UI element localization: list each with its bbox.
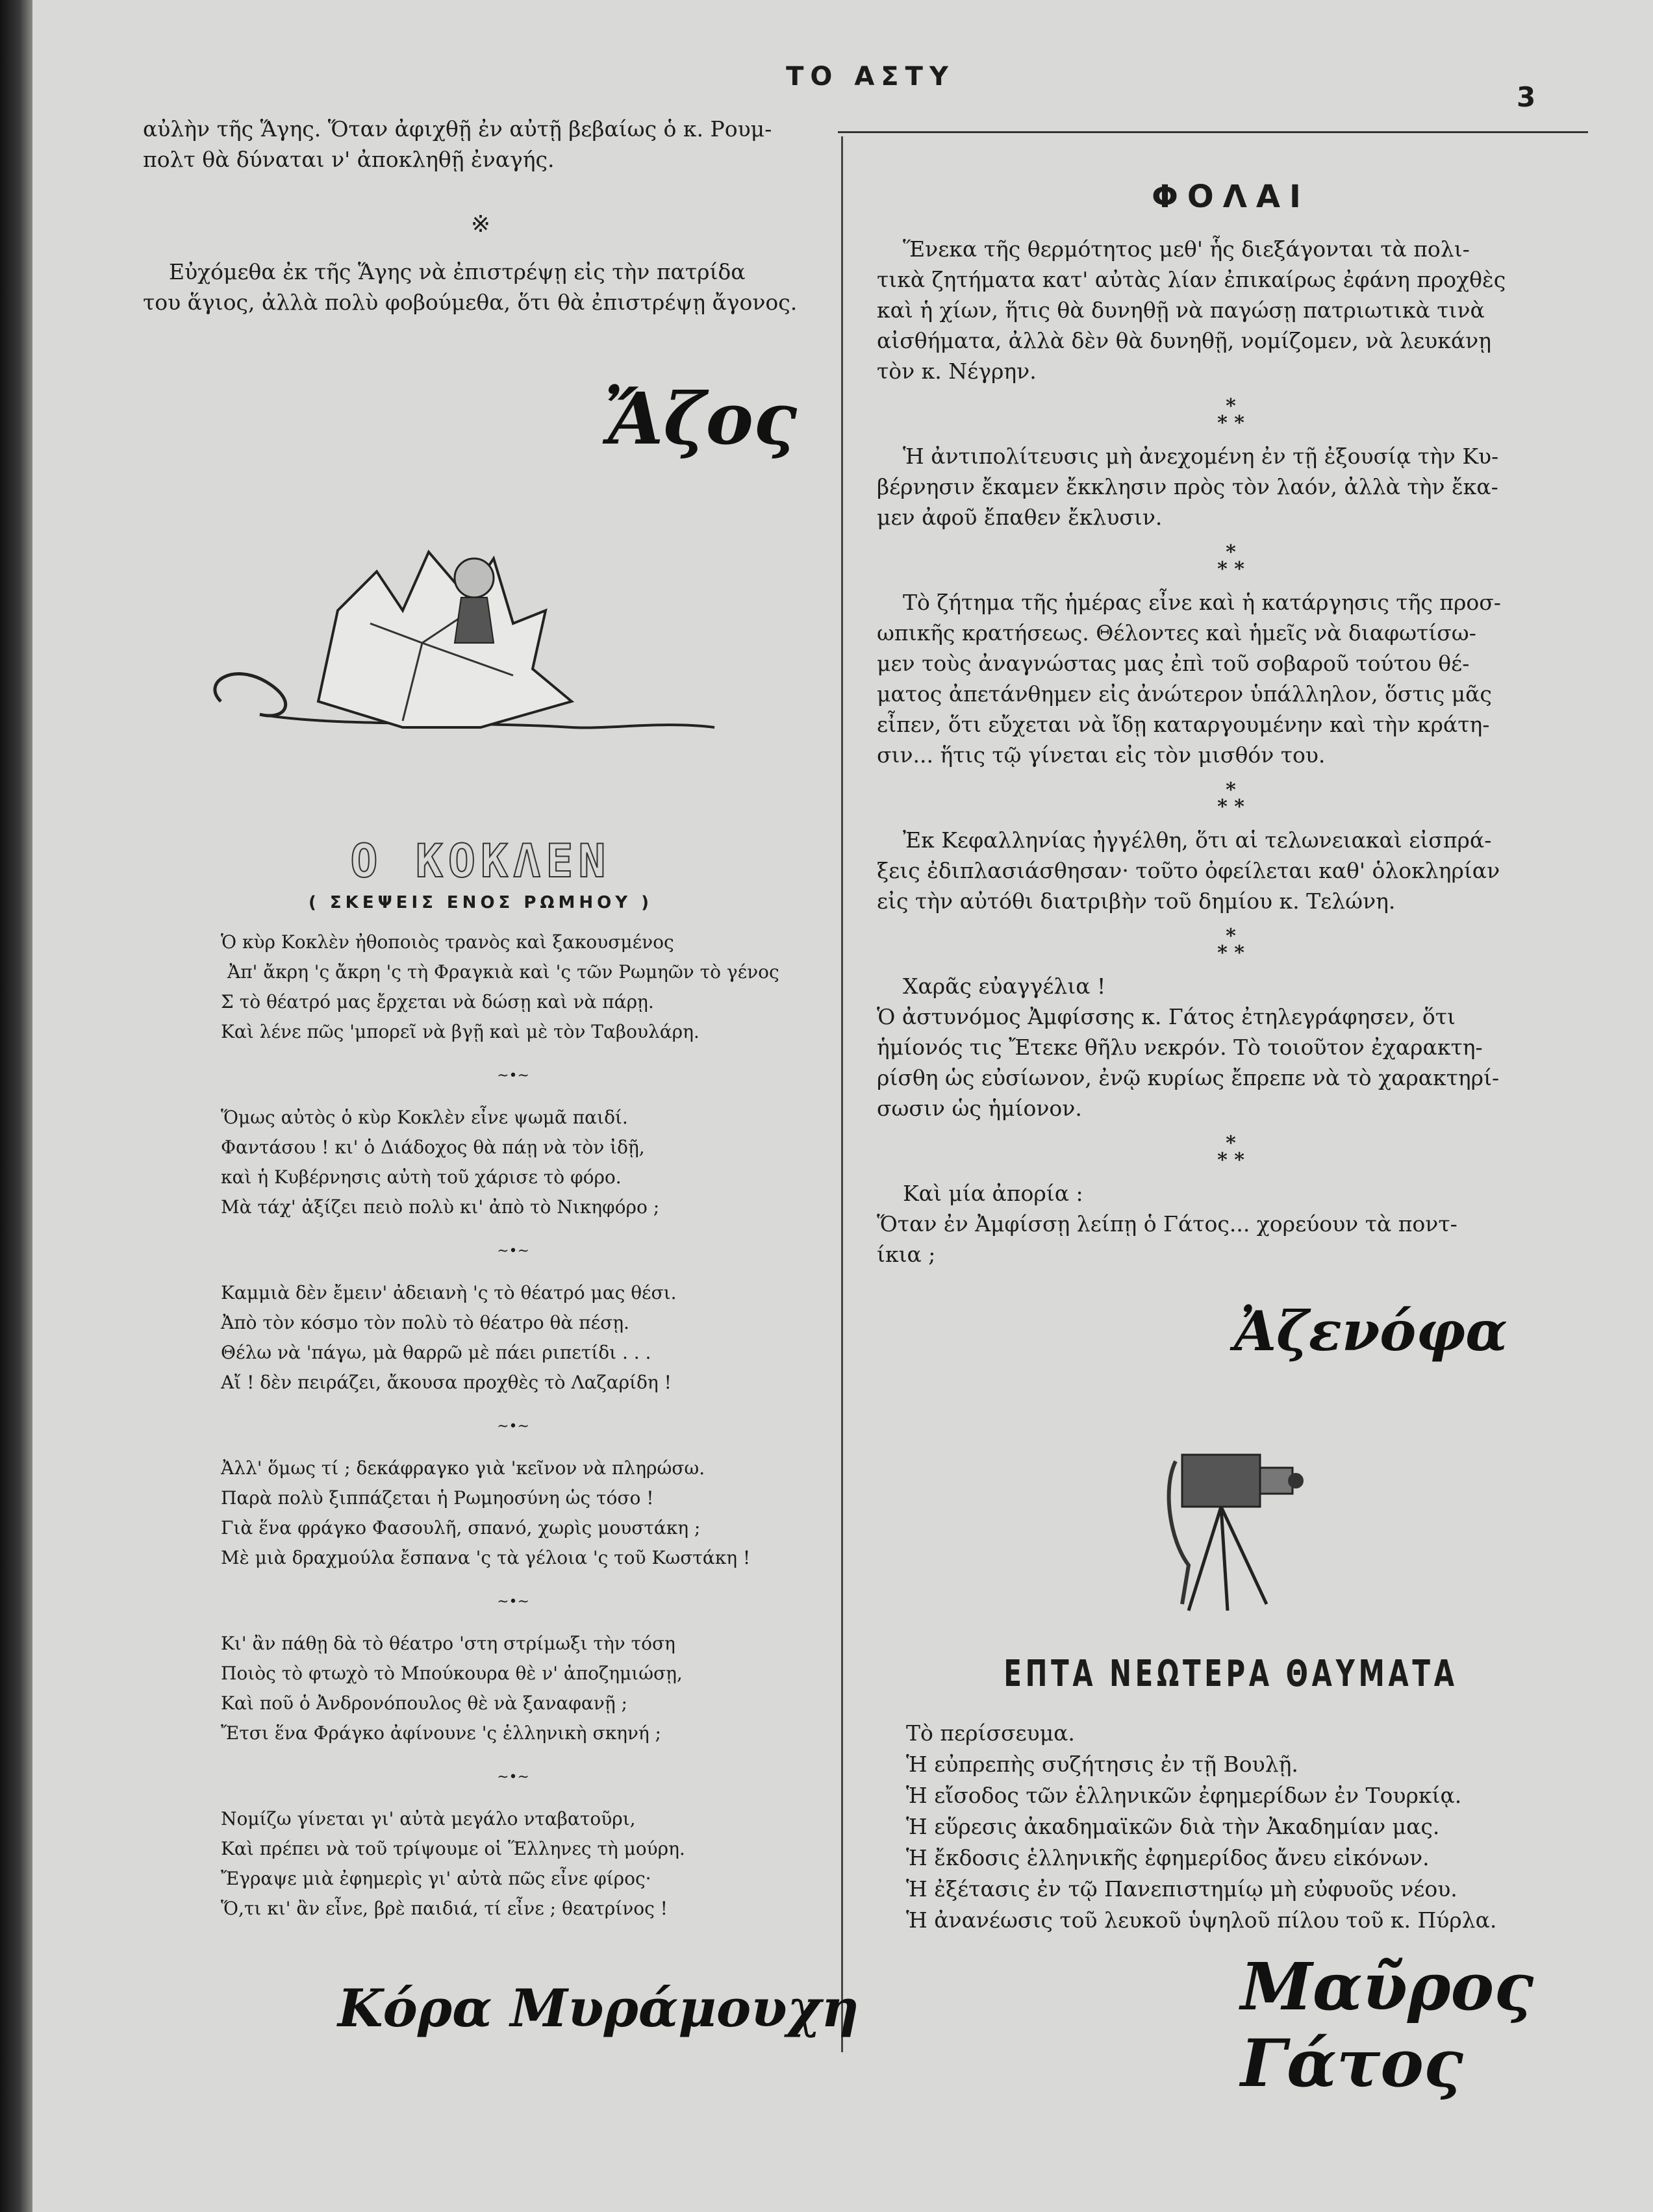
poem-subtitle: ( ΣΚΕΨΕΙΣ ΕΝΟΣ ΡΩΜΗΟΥ )	[308, 893, 653, 912]
left-intro	[143, 114, 818, 175]
verse-line: Ἀπὸ τὸν κόσμο τὸν πολὺ τὸ θέατρο θὰ πέσῃ.	[221, 1312, 629, 1333]
verse-line: Μὰ τάχ' ἀξίζει πειὸ πολὺ κι' ἀπὸ τὸ Νικηφόρο ;	[221, 1196, 660, 1218]
verse-line: Καὶ ποῦ ὁ Ἀνδρονόπουλος θὲ νὰ ξαναφανῇ ;	[221, 1692, 627, 1714]
signature-azos: Ἄζος	[604, 377, 797, 460]
news-line: ξεις ἐδιπλασιάσθησαν· τοῦτο ὀφείλεται καθ' ὁλοκληρίαν	[877, 858, 1500, 883]
left-wish	[143, 257, 818, 318]
stanza-separator: ~•~	[497, 1594, 529, 1610]
verse-line: Φαντάσου ! κι' ὁ Διάδοχος θὰ πάῃ νὰ τὸν ἰδῇ,	[221, 1137, 645, 1158]
news-line: εἰς τὴν αὐτόθι διατριβὴν τοῦ δημίου κ. Τελώνη.	[877, 888, 1396, 914]
news-line: τικὰ ζητήματα κατ' αὐτὰς λίαν ἐπικαίρως ἐφάνη προχθὲς	[877, 267, 1506, 292]
thaumata-list	[906, 1718, 1614, 1936]
news-item	[877, 234, 1585, 386]
news-line: τὸν κ. Νέγρην.	[877, 358, 1037, 384]
news-line: σωσιν ὡς ἡμίονον.	[877, 1096, 1082, 1121]
stanza-separator: ~•~	[497, 1769, 529, 1785]
star-separator: * * *	[1217, 395, 1244, 434]
thaumata-item: Ἡ εὕρεσις ἀκαδημαϊκῶν διὰ τὴν Ἀκαδημίαν μας.	[906, 1814, 1440, 1839]
thaumata-item: Τὸ περίσσευμα.	[906, 1720, 1075, 1746]
news-item	[877, 971, 1585, 1124]
star-separator: * * *	[1217, 779, 1244, 818]
news-line: ρίσθη ὡς εὐσίωνον, ἐνῷ κυρίως ἔπρεπε νὰ τὸ χαρακτηρί-	[877, 1065, 1500, 1090]
newspaper-page	[32, 0, 1653, 2212]
news-item	[877, 587, 1585, 770]
wish-line: Εὐχόμεθα ἐκ τῆς Ἅγης νὰ ἐπιστρέψῃ εἰς τὴν πατρίδα	[169, 259, 746, 284]
thaumata-item: Ἡ ἀνανέωσις τοῦ λευκοῦ ὑψηλοῦ πίλου τοῦ κ. Πύρλα.	[906, 1907, 1497, 1933]
verse-line: Καὶ πρέπει νὰ τοῦ τρίψουμε οἱ Ἕλληνες τὴ μούρη.	[221, 1838, 685, 1859]
news-line: Ὅταν ἐν Ἀμφίσσῃ λείπῃ ὁ Γάτος... χορεύουν τὰ ποντ-	[877, 1211, 1457, 1237]
news-line: εἶπεν, ὅτι εὔχεται νὰ ἴδῃ καταργουμένην καὶ τὴν κράτη-	[877, 712, 1490, 737]
verse-line: Ὅμως αὐτὸς ὁ κὺρ Κοκλὲν εἶνε ψωμᾶ παιδί.	[221, 1107, 628, 1128]
verse-line: Αἴ ! δὲν πειράζει, ἄκουσα προχθὲς τὸ Λαζαρίδη !	[221, 1372, 672, 1393]
news-line: ίκια ;	[877, 1242, 936, 1267]
news-item	[877, 1178, 1585, 1270]
verse-line: Ἔγραψε μιὰ ἐφημερὶς γι' αὐτὰ πῶς εἶνε φίρος·	[221, 1868, 651, 1889]
poem-body	[221, 927, 805, 1924]
verse-line: Θέλω νὰ 'πάγω, μὰ θαρρῶ μὲ πάει ριπετίδι . . .	[221, 1342, 651, 1363]
news-line: ωπικῆς κρατήσεως. Θέλοντες καὶ ἡμεῖς νὰ διαφωτίσω-	[877, 620, 1476, 646]
verse-line: Μὲ μιὰ δραχμούλα ἔσπανα 'ς τὰ γέλοια 'ς τοῦ Κωστάκη !	[221, 1547, 751, 1568]
stanza-separator: ~•~	[497, 1243, 529, 1259]
news-line: αἰσθήματα, ἀλλὰ δὲν θὰ δυνηθῇ, νομίζομεν, νὰ λευκάνῃ	[877, 328, 1491, 353]
verse-line: Ἔτσι ἕνα Φράγκο ἀφίνουνε 'ς ἑλληνικὴ σκηνή ;	[221, 1722, 661, 1744]
verse-line: Γιὰ ἕνα φράγκο Φασουλῆ, σπανό, χωρὶς μουστάκη ;	[221, 1517, 701, 1539]
star-separator: * * *	[1217, 1132, 1244, 1172]
verse-line: Παρὰ πολὺ ξιππάζεται ἡ Ρωμηοσύνη ὡς τόσο !	[221, 1487, 654, 1509]
news-line: Τὸ ζήτημα τῆς ἡμέρας εἶνε καὶ ἡ κατάργησις τῆς προσ-	[903, 590, 1501, 615]
news-line: Ἕνεκα τῆς θερμότητος μεθ' ἧς διεξάγονται τὰ πολι-	[903, 236, 1470, 262]
thaumata-item: Ἡ εἴσοδος τῶν ἑλληνικῶν ἐφημερίδων ἐν Τουρκίᾳ.	[906, 1783, 1462, 1808]
verse-line: Σ τὸ θέατρό μας ἔρχεται νὰ δώσῃ καὶ νὰ πάρῃ.	[221, 991, 654, 1012]
verse-line: Ποιὸς τὸ φτωχὸ τὸ Μπούκουρα θὲ ν' ἀποζημιώσῃ,	[221, 1663, 683, 1684]
vine-leaf-illustration	[208, 533, 727, 766]
news-item	[877, 441, 1585, 533]
thaumata-item: Ἡ ἔκδοσις ἑλληνικῆς ἐφημερίδος ἄνευ εἰκόνων.	[906, 1845, 1430, 1870]
news-line: Καὶ μία ἀπορία :	[903, 1181, 1083, 1206]
poem-title: Ο ΚΟΚΛΕΝ	[350, 835, 611, 888]
news-line: Ὁ ἀστυνόμος Ἀμφίσσης κ. Γάτος ἐτηλεγράφησεν, ὅτι	[877, 1004, 1456, 1029]
news-line: Χαρᾶς εὐαγγέλια !	[903, 974, 1106, 999]
wish-line: του ἅγιος, ἀλλὰ πολὺ φοβούμεθα, ὅτι θὰ ἐπιστρέψῃ ἄγονος.	[143, 290, 798, 315]
news-line: Ἐκ Κεφαλληνίας ἠγγέλθη, ὅτι αἱ τελωνειακαὶ εἰσπρά-	[903, 827, 1492, 853]
section-title-folai: ΦΟΛΑΙ	[1152, 179, 1310, 215]
stanza	[221, 927, 805, 1047]
camera-tripod-illustration	[1156, 1435, 1325, 1617]
signature-azenofa: Ἀζενόφα	[1234, 1299, 1508, 1363]
intro-line: αὐλὴν τῆς Ἅγης. Ὅταν ἀφιχθῇ ἐν αὐτῇ βεβαίως ὁ κ. Ρουμ-	[143, 116, 772, 142]
verse-line: Καμμιὰ δὲν ἔμειν' ἀδειανὴ 'ς τὸ θέατρό μας θέσι.	[221, 1282, 677, 1303]
stanza	[221, 1103, 805, 1222]
verse-line: Καὶ λένε πῶς 'μπορεῖ νὰ βγῇ καὶ μὲ τὸν Ταβουλάρη.	[221, 1021, 700, 1042]
binding-shadow	[0, 0, 32, 2212]
intro-line: πολτ θὰ δύναται ν' ἀποκληθῇ ἐναγής.	[143, 147, 555, 172]
verse-line: Νομίζω γίνεται γι' αὐτὰ μεγάλο νταβατοῦρι,	[221, 1808, 636, 1829]
news-line: ματος ἀπετάνθημεν εἰς ἀνώτερον ὑπάλληλον, ὅστις μᾶς	[877, 681, 1492, 707]
news-line: σιν... ἥτις τῷ γίνεται εἰς τὸν μισθόν του.	[877, 742, 1326, 768]
verse-line: καὶ ἡ Κυβέρνησις αὐτὴ τοῦ χάρισε τὸ φόρο.	[221, 1166, 622, 1188]
news-item	[877, 825, 1585, 916]
news-line: μεν ἀφοῦ ἔπαθεν ἔκλυσιν.	[877, 505, 1163, 530]
thaumata-item: Ἡ εὐπρεπὴς συζήτησις ἐν τῇ Βουλῇ.	[906, 1752, 1298, 1777]
news-line: Ἡ ἀντιπολίτευσις μὴ ἀνεχομένη ἐν τῇ ἐξουσίᾳ τὴν Κυ-	[903, 444, 1499, 469]
stanza	[221, 1629, 805, 1748]
verse-line: Ἀπ' ἄκρη 'ς ἄκρη 'ς τὴ Φραγκιὰ καὶ 'ς τῶν Ρωμηῶν τὸ γένος	[227, 961, 779, 983]
verse-line: Ὁ κὺρ Κοκλὲν ἠθοποιὸς τρανὸς καὶ ξακουσμένος	[221, 931, 674, 953]
stanza	[221, 1278, 805, 1398]
header-rule	[838, 131, 1588, 133]
stanza	[221, 1804, 805, 1924]
page-number: 3	[1517, 81, 1536, 113]
column-divider	[841, 136, 843, 2052]
verse-line: Ὅ,τι κι' ἂν εἶνε, βρὲ παιδιά, τί εἶνε ; θεατρίνος !	[221, 1898, 668, 1919]
verse-line: Κι' ἂν πάθῃ δὰ τὸ θέατρο 'στη στρίμωξι τὴν τόση	[221, 1633, 675, 1654]
star-separator: * * *	[1217, 925, 1244, 964]
thaumata-item: Ἡ ἐξέτασις ἐν τῷ Πανεπιστημίῳ μὴ εὐφυοῦς νέου.	[906, 1876, 1457, 1902]
signature-kora: Κόρα Μυράμουχη	[338, 1978, 859, 2039]
stanza	[221, 1453, 805, 1573]
signature-mavros-gatos: Μαῦρος Γάτος	[1241, 1948, 1534, 2102]
asterisk-ornament: ※	[470, 211, 491, 238]
thaumata-title: ΕΠΤΑ ΝΕΩΤΕΡΑ ΘΑΥΜΑΤΑ	[1003, 1653, 1458, 1695]
verse-line: Ἀλλ' ὅμως τί ; δεκάφραγκο γιὰ 'κεῖνον νὰ πληρώσω.	[221, 1457, 705, 1479]
masthead-title: ΤΟ ΑΣΤΥ	[786, 62, 955, 92]
stanza-separator: ~•~	[497, 1068, 529, 1084]
news-line: μεν τοὺς ἀναγνώστας μας ἐπὶ τοῦ σοβαροῦ τούτου θέ-	[877, 651, 1470, 676]
news-line: βέρνησιν ἔκαμεν ἔκκλησιν πρὸς τὸν λαόν, ἀλλὰ τὴν ἔκα-	[877, 474, 1498, 499]
news-line: καὶ ἡ χίων, ἥτις θὰ δυνηθῇ νὰ παγώσῃ πατριωτικὰ τινὰ	[877, 297, 1485, 323]
folai-body	[877, 234, 1585, 1270]
stanza-separator: ~•~	[497, 1418, 529, 1435]
news-line: ἡμίονός τις Ἔτεκε θῆλυ νεκρόν. Τὸ τοιοῦτον ἐχαρακτη-	[877, 1035, 1483, 1060]
star-separator: * * *	[1217, 541, 1244, 581]
